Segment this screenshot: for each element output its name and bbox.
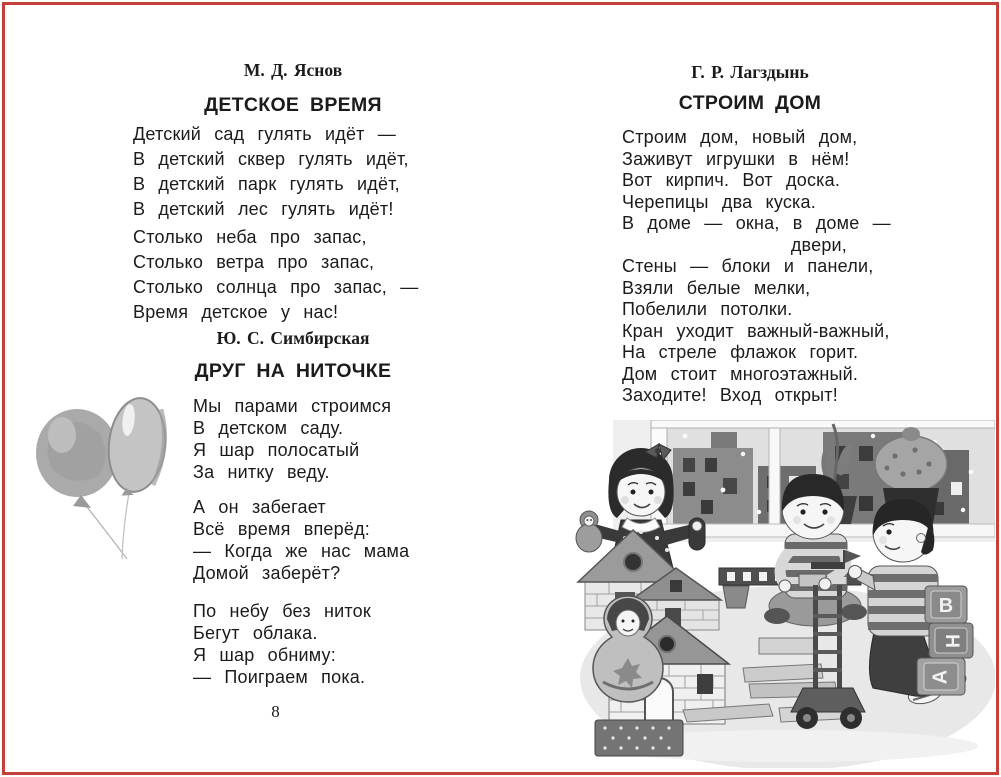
poem-author-yasnov: М. Д. Яснов	[243, 60, 343, 80]
page-number: 8	[271, 702, 280, 721]
poem-line: Заживут игрушки в нём!	[622, 148, 850, 169]
poem-line: Мы парами строимся	[193, 396, 392, 416]
alphabet-cube-3	[917, 658, 965, 695]
poem-line: А он забегает	[193, 497, 326, 517]
poem-line: Кран уходит важный-важный,	[622, 320, 890, 341]
poem-line: Домой заберёт?	[193, 563, 341, 583]
poem-line: На стреле флажок горит.	[622, 342, 859, 362]
alphabet-cube-2	[929, 623, 973, 658]
crane-flag	[845, 550, 861, 563]
poem-line: — Поиграем пока.	[193, 667, 366, 687]
poem-stanza	[193, 496, 409, 584]
poem-stanza	[133, 122, 409, 222]
poem-line-continuation: двери,	[790, 234, 847, 255]
poem-title-stroim-dom: СТРОИМ ДОМ	[678, 92, 822, 114]
balloon-oval	[104, 395, 170, 499]
poem-line: Всё время вперёд:	[193, 519, 370, 539]
balloon-strings	[87, 493, 129, 559]
poem-stanza	[193, 600, 371, 688]
poem-line: — Когда же нас мама	[193, 541, 410, 561]
small-matryoshka	[576, 511, 602, 552]
poem-stanza	[193, 395, 391, 483]
poem-line: Детский сад гулять идёт —	[133, 124, 397, 144]
balloons-illustration	[25, 383, 177, 565]
small-doll	[689, 518, 705, 550]
poem-stanza	[133, 225, 418, 325]
poem-line: В детский парк гулять идёт,	[133, 174, 400, 194]
cube-letter: Н	[940, 634, 962, 648]
poem-author-lagzdyn: Г. Р. Лагздынь	[691, 62, 809, 82]
poem-line: Побелили потолки.	[622, 299, 793, 319]
poem-line: По небу без ниток	[193, 601, 371, 621]
poem-line: Взяли белые мелки,	[622, 277, 811, 298]
poem-line: Заходите! Вход открыт!	[622, 385, 838, 405]
poem-line: Стены — блоки и панели,	[622, 256, 874, 276]
cube-letter: В	[938, 595, 954, 617]
window-frame-mullion	[769, 422, 780, 526]
poem-line: Столько ветра про запас,	[133, 252, 375, 272]
poem-line: За нитку веду.	[193, 462, 330, 482]
poem-line: В доме — окна, в доме —	[622, 213, 891, 233]
cube-letter: А	[929, 669, 952, 685]
poem-line: В детский сквер гулять идёт,	[133, 149, 409, 169]
poem-line: Столько неба про запас,	[133, 227, 367, 247]
poem-line: Время детское у нас!	[133, 302, 339, 322]
poem-line: Черепицы два куска.	[622, 191, 816, 212]
poem-line: Вот кирпич. Вот доска.	[622, 170, 841, 190]
poem-title-drug-na-nitochke: ДРУГ НА НИТОЧКЕ	[194, 360, 392, 382]
poem-line: Дом стоит многоэтажный.	[622, 363, 859, 384]
poem-line: Столько солнца про запас, —	[133, 277, 419, 297]
poem-line: В детском саду.	[193, 418, 344, 438]
poem-line: В детский лес гулять идёт!	[133, 199, 394, 219]
alphabet-cube-1	[925, 586, 967, 623]
children-building-illustration	[573, 420, 995, 768]
poem-author-simbirskaya: Ю. С. Симбирская	[216, 328, 370, 348]
poem-line: Строим дом, новый дом,	[622, 127, 858, 147]
poem-line: Бегут облака.	[193, 623, 318, 643]
poem-stanza	[622, 127, 891, 407]
poem-line: Я шар обниму:	[193, 645, 336, 665]
balloon-round	[36, 409, 118, 508]
poem-line: Я шар полосатый	[193, 440, 360, 460]
poem-title-detskoe-vremya: ДЕТСКОЕ ВРЕМЯ	[204, 94, 382, 116]
